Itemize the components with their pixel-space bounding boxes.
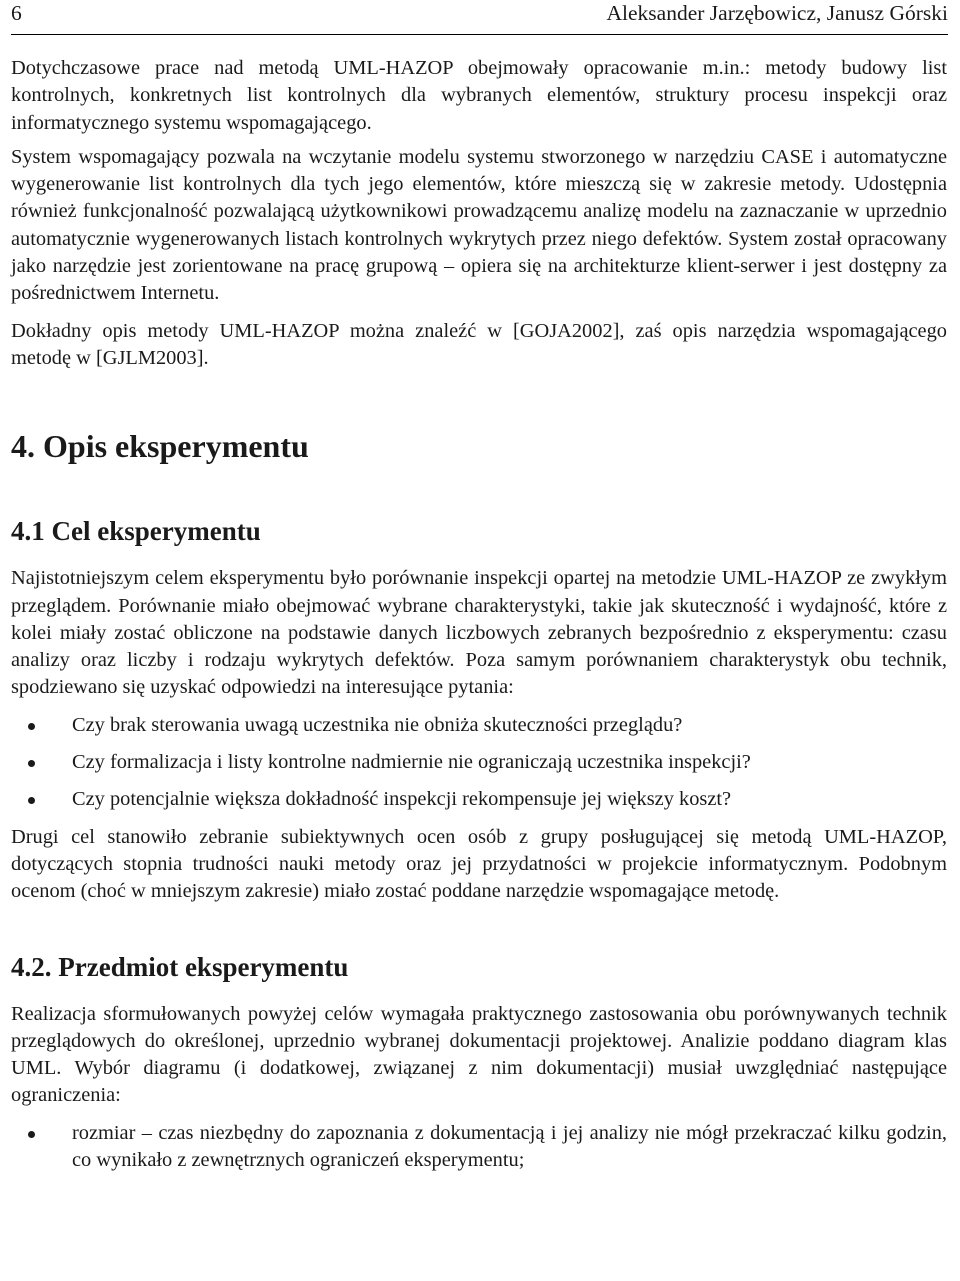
list-item: Czy potencjalnie większa dokładność inspekcji rekompensuje jej większy koszt? (11, 786, 947, 813)
bullet-icon (28, 723, 35, 730)
bullet-icon (28, 797, 35, 804)
bullet-icon (28, 1131, 35, 1138)
page-number: 6 (11, 1, 22, 25)
header-authors: Aleksander Jarzębowicz, Janusz Górski (606, 1, 948, 25)
paragraph-prior-work: Dotychczasowe prace nad metodą UML-HAZOP obejmowały opracowanie m.in.: metody budowy list kontrolnych, konkretnych list kontrolnych dla wybranych elementów, struktury procesu inspekcji oraz informatycznego systemu wspomagającego. (11, 57, 947, 134)
page-content (11, 55, 947, 1174)
bullet-icon (28, 760, 35, 767)
section-heading-4: 4. Opis eksperymentu (11, 428, 309, 465)
paragraph-references: Dokładny opis metody UML-HAZOP można znaleźć w [GOJA2002], zaś opis narzędzia wspomagającego metodę w [GJLM2003]. (11, 319, 947, 369)
list-item: rozmiar – czas niezbędny do zapoznania z dokumentacją i jej analizy nie mógł przekraczać kilku godzin, co wynikało z zewnętrznych ograniczeń eksperymentu; (11, 1120, 947, 1175)
section-heading-4-2: 4.2. Przedmiot eksperymentu (11, 951, 349, 982)
paragraph-subject: Realizacja sformułowanych powyżej celów wymagała praktycznego zastosowania obu porównywanych technik przeglądowych do określonej, uprzednio wybranej dokumentacji projektowej. Analizie poddano diagram klas UML. Wybór diagramu (i dodatkowej, związanej z nim dokumentacji) musiał uwzględniać następujące ograniczenia: (11, 1002, 947, 1107)
list-item: Czy brak sterowania uwagą uczestnika nie obniża skuteczności przeglądu? (11, 712, 947, 739)
section-heading-4-1: 4.1 Cel eksperymentu (11, 516, 261, 547)
paragraph-second-goal: Drugi cel stanowiło zebranie subiektywnych ocen osób z grupy posługującej się metodą UML-HAZOP, dotyczących stopnia trudności nauki metody oraz jej przydatności w projekcie informatycznym. Podobnym ocenom (choć w mniejszym zakresie) miało zostać poddane narzędzie wspomagające metodę. (11, 825, 947, 903)
list-item: Czy formalizacja i listy kontrolne nadmiernie nie ograniczają uczestnika inspekcji? (11, 749, 947, 776)
running-header (11, 0, 948, 35)
question-list (11, 712, 947, 814)
paragraph-support-system: System wspomagający pozwala na wczytanie modelu systemu stworzonego w narzędziu CASE i automatyczne wygenerowanie list kontrolnych dla tych jego elementów, które mieszczą się w zakresie metody. Udostępnia również funkcjonalność pozwalającą użytkownikowi prowadzącemu analizę modelu na zaznaczanie w uprzednio automatycznie wygenerowanych listach kontrolnych wykrytych przez niego defektów. System został opracowany jako narzędzie jest zorientowane na pracę grupową – opiera się na architekturze klient-serwer i jest dostępny za pośrednictwem Internetu. (11, 145, 947, 305)
paragraph-goal: Najistotniejszym celem eksperymentu było porównanie inspekcji opartej na metodzie UML-HAZOP ze zwykłym przeglądem. Porównanie miało obejmować wybrane charakterystyki, takie jak skuteczność i wydajność, które z kolei miały zostać obliczone na podstawie danych liczbowych zebranych bezpośrednio z eksperymentu: czasu analizy oraz liczby i rodzaju wykrytych defektów. Poza samym porównaniem charakterystyk obu technik, spodziewano się uzyskać odpowiedzi na interesujące pytania: (11, 567, 947, 699)
constraint-list (11, 1120, 947, 1175)
